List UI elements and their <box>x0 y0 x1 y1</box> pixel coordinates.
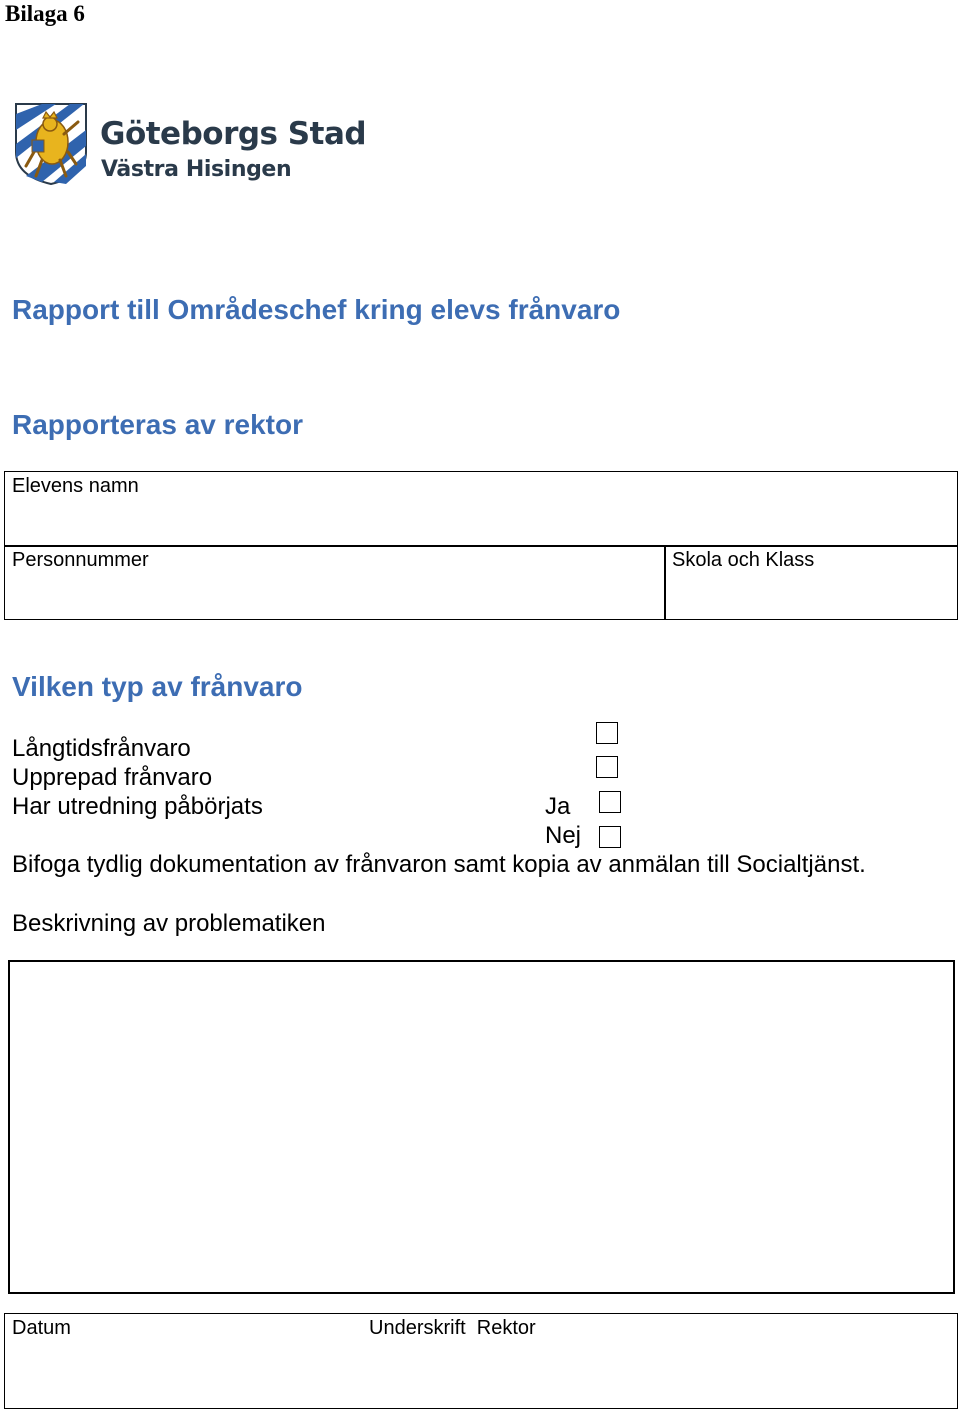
logo-subtitle: Västra Hisingen <box>101 157 292 182</box>
section-heading-reported-by: Rapporteras av rektor <box>12 409 304 440</box>
no-checkbox[interactable] <box>599 826 621 848</box>
signature-field[interactable] <box>4 1313 958 1409</box>
yes-checkbox[interactable] <box>599 791 621 813</box>
repeated-checkbox[interactable] <box>596 756 618 778</box>
long-term-checkbox[interactable] <box>596 722 618 744</box>
logo-title: Göteborgs Stad <box>100 116 367 152</box>
no-label: Nej <box>545 822 582 849</box>
school-class-field[interactable] <box>664 545 958 620</box>
personal-number-label: Personnummer <box>12 549 149 571</box>
coat-of-arms-icon <box>12 100 90 186</box>
personal-number-field[interactable] <box>4 545 666 620</box>
description-label: Beskrivning av problematiken <box>12 910 326 937</box>
attach-note: Bifoga tydlig dokumentation av frånvaron samt kopia av anmälan till Socialtjänst. <box>12 851 866 878</box>
option-repeated-label: Upprepad frånvaro <box>12 764 213 791</box>
attachment-label: Bilaga 6 <box>5 1 85 26</box>
date-label: Datum <box>12 1317 71 1339</box>
student-name-label: Elevens namn <box>12 475 139 497</box>
option-long-term-label: Långtidsfrånvaro <box>12 735 191 762</box>
signature-label: Underskrift Rektor <box>369 1317 536 1339</box>
investigation-label: Har utredning påbörjats <box>12 793 263 820</box>
description-textarea[interactable] <box>8 960 955 1294</box>
yes-label: Ja <box>545 793 571 820</box>
section-heading-absence-type: Vilken typ av frånvaro <box>12 671 303 702</box>
student-name-field[interactable] <box>4 471 958 547</box>
page-title: Rapport till Områdeschef kring elevs frånvaro <box>12 294 621 325</box>
school-class-label: Skola och Klass <box>672 549 815 571</box>
